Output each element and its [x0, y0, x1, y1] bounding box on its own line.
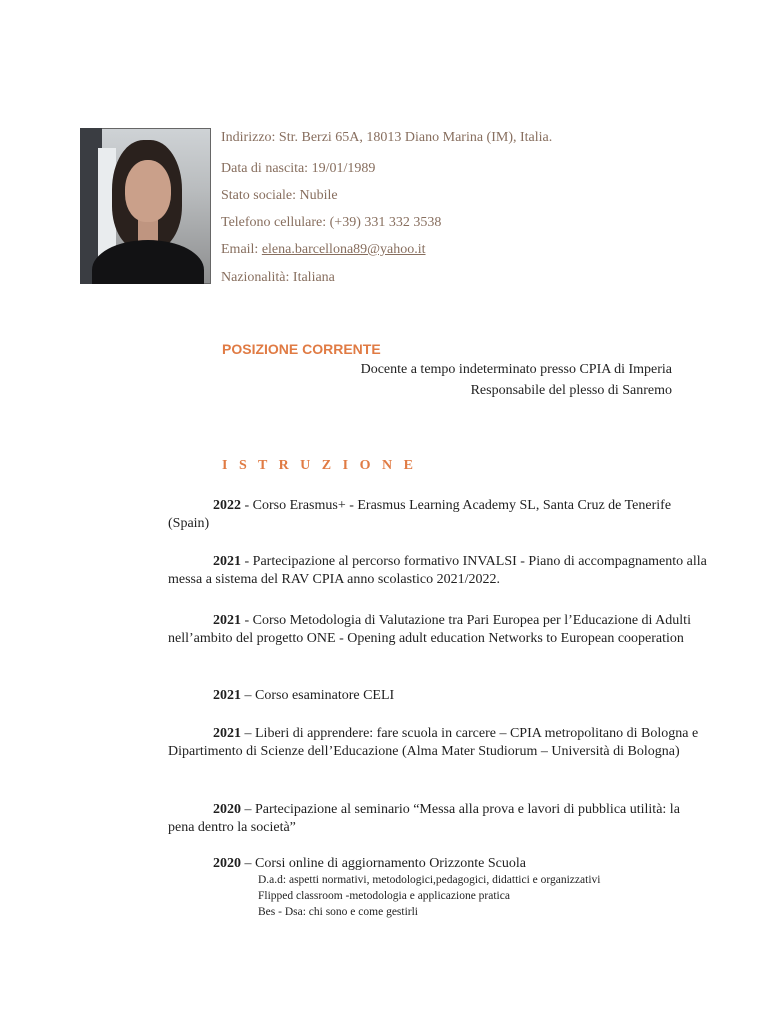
entry-text: – Corsi online di aggiornamento Orizzonte Scuola [241, 856, 526, 871]
phone-text: Telefono cellulare: (+39) 331 332 3538 [221, 215, 442, 230]
education-entry [168, 612, 708, 648]
entry-year: 2021 [213, 554, 241, 569]
education-entry [168, 801, 708, 837]
marital-status-text: Stato sociale: Nubile [221, 188, 338, 203]
course-sub-item: Flipped classroom -metodologia e applicazione pratica [258, 890, 510, 902]
entry-year: 2021 [213, 688, 241, 703]
education-entry [168, 553, 708, 589]
course-sub-item: D.a.d: aspetti normativi, metodologici,pedagogici, didattici e organizzativi [258, 874, 601, 886]
current-position-line-1: Docente a tempo indeterminato presso CPIA di Imperia [360, 362, 672, 377]
birth-date-text: Data di nascita: 19/01/1989 [221, 161, 376, 176]
education-entry [168, 855, 708, 873]
entry-text: - Partecipazione al percorso formativo INVALSI - Piano di accompagnamento alla messa a sistema del RAV CPIA anno scolastico 2021/2022. [168, 554, 707, 587]
current-position-line-2: Responsabile del plesso di Sanremo [470, 383, 672, 398]
entry-year: 2020 [213, 856, 241, 871]
email-link[interactable]: elena.barcellona89@yahoo.it [261, 242, 426, 257]
entry-text: – Liberi di apprendere: fare scuola in carcere – CPIA metropolitano di Bologna e Dipartimento di Scienze dell’Educazione (Alma Mater Studiorum – Università di Bologna) [168, 726, 699, 759]
entry-text: - Corso Metodologia di Valutazione tra Pari Europea per l’Educazione di Adulti nell’ambito del progetto ONE - Opening adult education Networks to European cooperation [168, 613, 691, 646]
entry-text: - Corso Erasmus+ - Erasmus Learning Academy SL, Santa Cruz de Tenerife (Spain) [168, 498, 672, 531]
education-entry [168, 687, 708, 705]
education-entry [168, 497, 708, 533]
education-entry [168, 725, 708, 761]
education-heading: I S T R U Z I O N E [222, 458, 417, 473]
address-text: Indirizzo: Str. Berzi 65A, 18013 Diano Marina (IM), Italia. [221, 130, 553, 145]
entry-year: 2021 [213, 613, 241, 628]
entry-text: – Partecipazione al seminario “Messa alla prova e lavori di pubblica utilità: la pena dentro la società” [168, 802, 680, 835]
current-position-heading: POSIZIONE CORRENTE [222, 341, 381, 357]
email-line [221, 242, 426, 258]
nationality-text: Nazionalità: Italiana [221, 270, 335, 285]
entry-year: 2021 [213, 726, 241, 741]
course-sub-item: Bes - Dsa: chi sono e come gestirli [258, 906, 419, 918]
email-label: Email: [221, 242, 262, 257]
entry-year: 2020 [213, 802, 241, 817]
entry-year: 2022 [213, 498, 241, 513]
entry-text: – Corso esaminatore CELI [241, 688, 395, 703]
profile-photo [80, 128, 211, 284]
